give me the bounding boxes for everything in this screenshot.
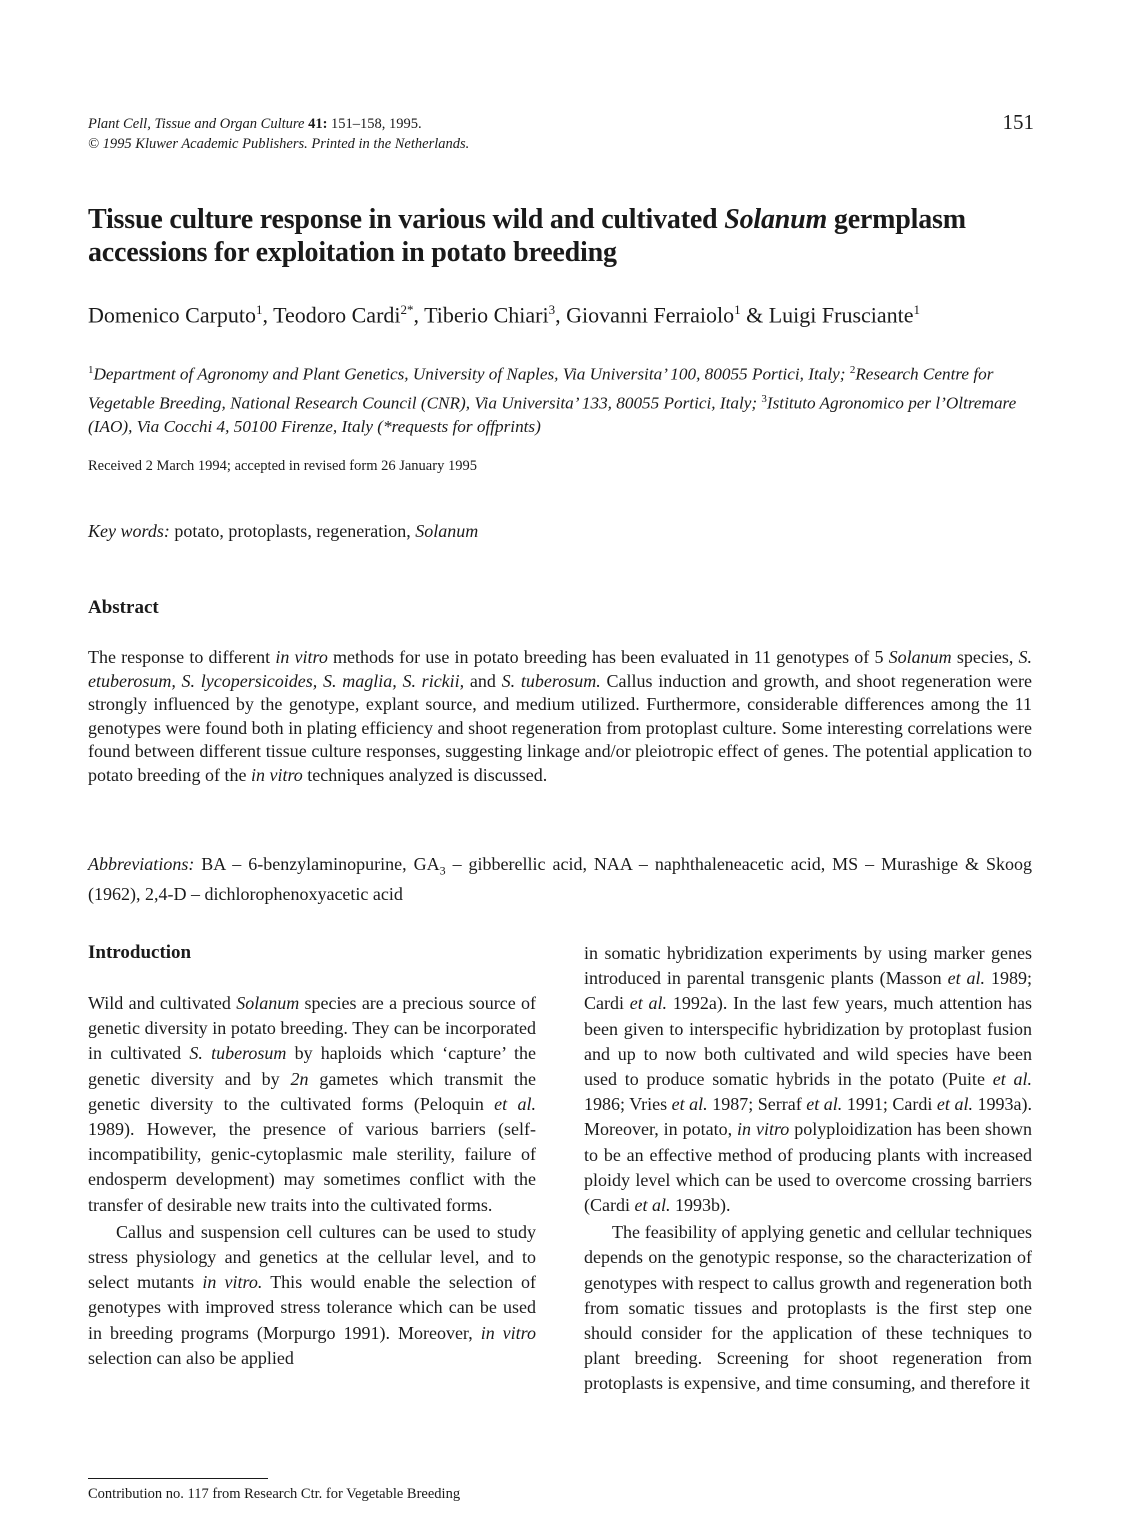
abstract-italic: S. etuberosum, S. lycopersicoides, S. maglia, S. rickii, (88, 647, 1033, 691)
abstract-italic: in vitro (275, 647, 328, 667)
paragraph (88, 991, 536, 1218)
body-column-right (584, 941, 1032, 1397)
para-italic: in vitro. (202, 1272, 263, 1293)
abstract-text: techniques analyzed is discussed. (302, 764, 548, 785)
author-affil-mark: 2* (400, 302, 414, 317)
abstract-italic: Solanum (888, 647, 952, 667)
para-text: 1989; Cardi (584, 968, 1032, 1014)
author-affil-mark: 1 (256, 302, 263, 317)
para-text: by haploids which ‘capture’ the genetic diversity and by (88, 1043, 536, 1089)
author-affil-mark: 1 (734, 302, 741, 317)
author-affil-mark: 1 (913, 302, 921, 317)
para-italic: et al. (634, 1195, 671, 1216)
abstract-text: The response to different (88, 647, 276, 667)
abbreviations (88, 853, 1032, 907)
title-part-2: germplasm accessions for exploitation in potato breeding (88, 204, 966, 268)
para-text: 1989). However, the presence of various barriers (self-incompatibility, genic-cytoplasmic male sterility, failure of endosperm development) may sometimes conflict with the transfer of desirable new traits into the cultivated forms. (88, 1119, 536, 1215)
para-italic: et al. (947, 968, 986, 989)
affiliation-3: Istituto Agronomico per l’Oltremare (IAO), Via Cocchi 4, 50100 Firenze, Italy (*requests for offprints) (88, 393, 1017, 437)
para-italic: et al. (992, 1069, 1032, 1090)
abstract-text: Callus induction and growth, and shoot regeneration were strongly influenced by the genotype, explant source, and medium utilized. Furthermore, considerable differences among the 11 genotypes were found both in plating efficiency and shoot regeneration from protoplast culture. Some interesting correlations were found between different tissue culture responses, suggesting linkage and/or pleiotropic effect of genes. The potential application to potato breeding of the (88, 670, 1032, 785)
footnote: Contribution no. 117 from Research Ctr. for Vegetable Breeding (88, 1486, 461, 1502)
affil-mark: 1 (88, 364, 94, 376)
affiliation-2: Research Centre for Vegetable Breeding, National Research Council (CNR), Via Universita’ 133, 80055 Portici, Italy; (88, 364, 994, 413)
author-name: Domenico Carputo (88, 302, 257, 328)
author-name: & Luigi Frusciante (740, 302, 914, 328)
journal-volume: 41: (308, 116, 328, 132)
author-name: , Tiberio Chiari (413, 302, 549, 328)
para-text: gametes which transmit the genetic diversity to the cultivated forms (Peloquin (88, 1068, 536, 1114)
footnote-divider (88, 1478, 268, 1479)
paper-title (88, 203, 1048, 269)
para-text: 1987; Serraf (707, 1094, 807, 1115)
keywords-text: potato, protoplasts, regeneration, (169, 521, 416, 541)
para-italic: et al. (806, 1094, 843, 1115)
body-column-left (88, 991, 536, 1371)
keywords (88, 521, 478, 542)
affil-mark: 3 (761, 392, 767, 405)
para-text: 1993a). Moreover, in potato, (584, 1094, 1032, 1140)
para-italic: et al. (936, 1094, 973, 1115)
introduction-heading: Introduction (88, 942, 192, 963)
abstract-text: species, (951, 647, 1019, 667)
para-text: selection can also be applied (88, 1347, 294, 1368)
affil-mark: 2 (849, 364, 856, 376)
title-genus: Solanum (724, 204, 828, 235)
para-text: species are a precious source of genetic diversity in potato breeding. They can be incorporated in cultivated (88, 993, 537, 1064)
para-italic: 2n (290, 1068, 309, 1089)
abbreviations-label: Abbreviations: (88, 854, 195, 874)
abstract-body (88, 646, 1032, 787)
affiliation-1: Department of Agronomy and Plant Genetics, University of Naples, Via Universita’ 100, 80055 Portici, Italy; (93, 364, 850, 384)
keywords-genus: Solanum (415, 521, 479, 541)
subscript: 3 (439, 863, 446, 878)
received-dates: Received 2 March 1994; accepted in revised form 26 January 1995 (88, 458, 477, 474)
title-part-1: Tissue culture response in various wild and cultivated (88, 204, 725, 235)
para-italic: Solanum (236, 993, 300, 1013)
para-italic: et al. (671, 1094, 708, 1115)
abbreviations-text: – gibberellic acid, NAA – naphthaleneacetic acid, MS – Murashige & Skoog (1962), 2,4-D – dichlorophenoxyacetic acid (88, 854, 1033, 905)
para-italic: in vitro (737, 1119, 790, 1140)
journal-name: Plant Cell, Tissue and Organ Culture (88, 116, 305, 132)
abstract-italic: in vitro (250, 764, 303, 785)
para-italic: S. tuberosum (189, 1043, 287, 1064)
journal-citation (88, 114, 469, 154)
author-affil-mark: 3 (548, 302, 556, 317)
para-text: polyploidization has been shown to be an effective method of producing plants with increased ploidy level which can be used to overcome crossing barriers (Cardi (584, 1119, 1032, 1216)
abstract-italic: S. tuberosum. (501, 670, 601, 691)
journal-line (88, 114, 469, 134)
para-text: Wild and cultivated (88, 993, 237, 1013)
abstract-heading: Abstract (88, 597, 159, 618)
author-list (88, 296, 1048, 329)
author-name: , Teodoro Cardi (262, 302, 401, 328)
para-text: 1991; Cardi (842, 1094, 937, 1115)
para-text: 1993b). (670, 1195, 731, 1216)
para-text: Callus and suspension cell cultures can be used to study stress physiology and genetics at the cellular level, and to select mutants (88, 1221, 536, 1293)
abstract-text: and (464, 670, 502, 691)
journal-pages-year: 151–158, 1995. (327, 116, 422, 132)
abbreviations-text: BA – 6-benzylaminopurine, GA (194, 854, 440, 874)
para-text: 1992a). In the last few years, much attention has been given to interspecific hybridization by protoplast fusion and up to now both cultivated and wild species have been used to produce somatic hybrids in the potato (Puite (584, 993, 1032, 1090)
para-italic: et al. (494, 1093, 536, 1114)
paragraph (88, 1220, 536, 1371)
paragraph (584, 941, 1032, 1218)
page-number: 151 (1002, 110, 1034, 134)
para-italic: in vitro (480, 1322, 536, 1343)
copyright-line: © 1995 Kluwer Academic Publishers. Printed in the Netherlands. (88, 136, 470, 152)
keywords-label: Key words: (88, 521, 170, 541)
para-text: This would enable the selection of genotypes with improved stress tolerance which can be used in breeding programs (Morpurgo 1991). Moreover, (88, 1272, 536, 1343)
author-name: , Giovanni Ferraiolo (555, 302, 735, 328)
para-text: in somatic hybridization experiments by using marker genes introduced in parental transgenic plants (Masson (584, 943, 1032, 989)
paragraph: The feasibility of applying genetic and cellular techniques depends on the genotypic response, so the characterization of genotypes with respect to callus growth and regeneration both from somatic tissues and protoplasts is the first step one should consider for the application of these techniques to plant breeding. Screening for shoot regeneration from protoplasts is expensive, and time consuming, and therefore it (584, 1222, 1032, 1394)
affiliations (88, 358, 1048, 439)
para-text: 1986; Vries (584, 1094, 672, 1115)
abstract-text: methods for use in potato breeding has been evaluated in 11 genotypes of 5 (327, 647, 889, 667)
para-italic: et al. (629, 993, 668, 1014)
